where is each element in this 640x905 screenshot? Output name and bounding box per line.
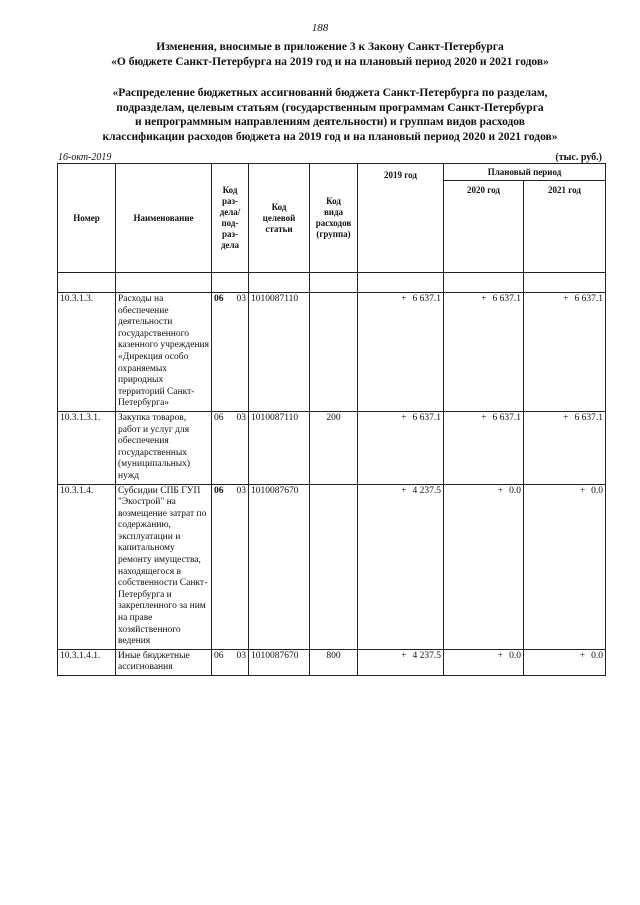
col-2019: 2019 год bbox=[358, 164, 444, 273]
row-csr: 1010087670 bbox=[249, 484, 310, 649]
row-amount-2021 bbox=[524, 649, 606, 675]
col-csr-line: целевой bbox=[262, 212, 296, 223]
plus-sign: + bbox=[401, 650, 407, 661]
row-name: Субсидии СПБ ГУП "Экострой" на возмещение затрат по содержанию, эксплуатации и капитальному ремонту имущества, находящегося в собственности Санкт-Петербурга и закрепленного за ним на праве хозяйственного ведения bbox=[116, 484, 212, 649]
row-razdel bbox=[212, 293, 249, 412]
budget-table bbox=[57, 163, 606, 676]
col-vr-line: вида bbox=[323, 207, 344, 217]
row-amount-2019 bbox=[358, 484, 444, 649]
table-spacer-row bbox=[58, 273, 606, 293]
plus-sign: + bbox=[563, 412, 569, 423]
razdel-code: 06 bbox=[214, 650, 224, 661]
row-vr: 800 bbox=[310, 649, 358, 675]
plus-sign: + bbox=[497, 650, 504, 661]
amount-value: 6 637.1 bbox=[412, 412, 441, 423]
row-csr: 1010087670 bbox=[249, 649, 310, 675]
header-line-6: классификации расходов бюджета на 2019 год и на плановый период 2020 и 2021 годов» bbox=[102, 130, 558, 143]
podrazdel-code: 03 bbox=[236, 485, 246, 496]
col-csr-line: статьи bbox=[265, 223, 293, 234]
col-razdel-line: раз- bbox=[221, 229, 239, 239]
row-number: 10.3.1.4.1. bbox=[58, 649, 116, 675]
amount-value: 4 237.5 bbox=[412, 650, 441, 661]
razdel-code: 06 bbox=[214, 294, 224, 304]
col-razdel-line: дела bbox=[220, 240, 240, 250]
plus-sign: + bbox=[401, 485, 407, 496]
col-razdel-line: Код bbox=[222, 185, 238, 195]
col-razdel-line: раз- bbox=[221, 196, 239, 206]
row-name: Иные бюджетные ассигнования bbox=[116, 649, 212, 675]
col-name: Наименование bbox=[116, 164, 212, 273]
document-header bbox=[40, 40, 620, 69]
row-amount-2020 bbox=[444, 649, 524, 675]
row-amount-2020 bbox=[444, 293, 524, 412]
col-razdel-line: дела/ bbox=[219, 207, 241, 217]
header-line-5: и непрограммным направлениям деятельности) и группам видов расходов bbox=[135, 116, 525, 128]
row-number: 10.3.1.4. bbox=[58, 484, 116, 649]
amount-value: 6 637.1 bbox=[574, 412, 603, 423]
podrazdel-code: 03 bbox=[236, 650, 246, 661]
col-vr-line: (группа) bbox=[316, 229, 351, 239]
header-line-1: Изменения, вносимые в приложение 3 к Закону Санкт-Петербурга bbox=[156, 41, 504, 53]
row-name: Закупка товаров, работ и услуг для обеспечения государственных (муниципальных) нужд bbox=[116, 411, 212, 484]
amount-value: 0.0 bbox=[591, 650, 603, 661]
amount-value: 4 237.5 bbox=[412, 485, 441, 496]
col-vr-line: расходов bbox=[315, 218, 352, 228]
table-row bbox=[58, 411, 606, 484]
appendix-title bbox=[40, 86, 620, 144]
row-razdel bbox=[212, 411, 249, 484]
header-line-3: «Распределение бюджетных ассигнований бюджета Санкт-Петербурга по разделам, bbox=[112, 87, 548, 99]
amount-value: 0.0 bbox=[509, 485, 521, 496]
plus-sign: + bbox=[481, 412, 487, 423]
amount-value: 6 637.1 bbox=[574, 294, 603, 304]
col-razdel-line: под- bbox=[221, 218, 239, 228]
col-vr-line: Код bbox=[326, 196, 341, 206]
amount-value: 0.0 bbox=[509, 650, 521, 661]
row-csr: 1010087110 bbox=[249, 293, 310, 412]
amount-value: 0.0 bbox=[591, 485, 603, 496]
document-date: 16-окт-2019 bbox=[58, 152, 112, 163]
col-number: Номер bbox=[58, 164, 116, 273]
row-amount-2020 bbox=[444, 484, 524, 649]
row-amount-2019 bbox=[358, 649, 444, 675]
amount-value: 6 637.1 bbox=[492, 294, 521, 304]
table-row bbox=[58, 293, 606, 412]
plus-sign: + bbox=[497, 485, 504, 496]
row-name: Расходы на обеспечение деятельности государственного казенного учреждения «Дирекция особо охраняемых природных территорий Санкт-Петербурга» bbox=[116, 293, 212, 412]
col-vr bbox=[310, 164, 358, 273]
row-number: 10.3.1.3. bbox=[58, 293, 116, 412]
row-amount-2019 bbox=[358, 293, 444, 412]
row-vr bbox=[310, 293, 358, 412]
col-razdel bbox=[212, 164, 249, 273]
page-number: 188 bbox=[311, 22, 329, 34]
podrazdel-code: 03 bbox=[236, 294, 246, 304]
razdel-code: 06 bbox=[214, 485, 224, 496]
amount-value: 6 637.1 bbox=[492, 412, 521, 423]
plus-sign: + bbox=[563, 294, 569, 304]
row-amount-2021 bbox=[524, 411, 606, 484]
header-line-2: «О бюджете Санкт-Петербурга на 2019 год и на плановый период 2020 и 2021 годов» bbox=[111, 55, 549, 68]
razdel-code: 06 bbox=[214, 412, 224, 423]
row-razdel bbox=[212, 649, 249, 675]
row-amount-2020 bbox=[444, 411, 524, 484]
plus-sign: + bbox=[579, 485, 586, 496]
amount-value: 6 637.1 bbox=[412, 294, 441, 304]
row-csr: 1010087110 bbox=[249, 411, 310, 484]
header-line-4: подразделам, целевым статьям (государственным программам Санкт-Петербурга bbox=[116, 101, 544, 114]
table-row bbox=[58, 484, 606, 649]
plus-sign: + bbox=[481, 294, 487, 304]
row-number: 10.3.1.3.1. bbox=[58, 411, 116, 484]
row-vr bbox=[310, 484, 358, 649]
plus-sign: + bbox=[579, 650, 586, 661]
units-label: (тыс. руб.) bbox=[555, 152, 602, 163]
plus-sign: + bbox=[401, 294, 407, 304]
col-csr bbox=[249, 164, 310, 273]
col-2020: 2020 год bbox=[444, 181, 524, 273]
row-amount-2021 bbox=[524, 484, 606, 649]
podrazdel-code: 03 bbox=[236, 412, 246, 423]
row-amount-2021 bbox=[524, 293, 606, 412]
table-row bbox=[58, 649, 606, 675]
plus-sign: + bbox=[401, 412, 407, 423]
col-csr-line: Код bbox=[271, 201, 287, 212]
row-razdel bbox=[212, 484, 249, 649]
col-2021: 2021 год bbox=[524, 181, 606, 273]
row-vr: 200 bbox=[310, 411, 358, 484]
row-amount-2019 bbox=[358, 411, 444, 484]
col-planned-period: Плановый период bbox=[444, 164, 606, 181]
